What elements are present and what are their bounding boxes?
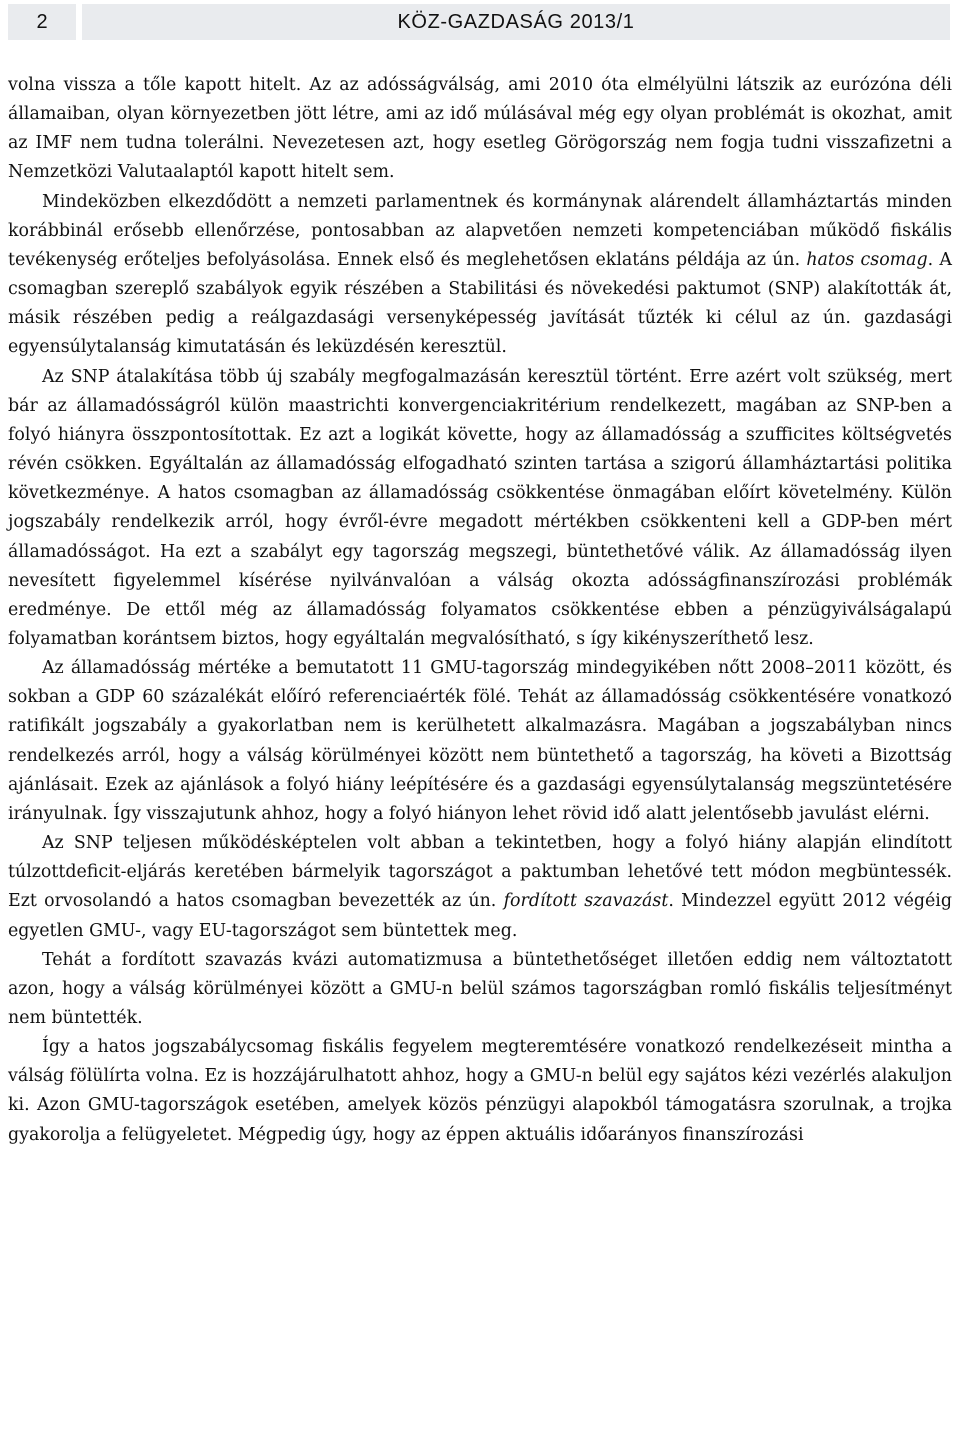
text-segment: Az SNP teljesen működésképtelen volt abban a tekintetben, hogy a folyó hiány alapján elindított túlzottdeficit-eljárás keretében bármelyik tagországot a paktumban lehetővé tett módon megbüntessék. Ezt orvosolandó a hatos csomagban bevezették az ún.	[8, 833, 952, 912]
paragraph	[8, 71, 952, 188]
italic-term: hatos csomag	[806, 249, 928, 270]
paragraph	[8, 363, 952, 655]
paragraph	[8, 946, 952, 1033]
text-segment: Az SNP átalakítása több új szabály megfogalmazásán keresztül történt. Erre azért volt szükség, mert bár az államadósságról külön maastrichti konvergenciakritérium rendelkezett, magában az SNP-ben a folyó hiányra összpontosítottak. Ez azt a logikát követte, hogy az államadósság a szufficites költségvetés révén csökken. Egyáltalán az államadósság elfogadható szinten tartása a szigorú államháztartási politika következménye. A hatos csomagban az államadósság csökkentése önmagában előírt követelmény. Külön jogszabály rendelkezik arról, hogy évről-évre megadott mértékben csökkenteni kell a GDP-ben mért államadósságot. Ha ezt a szabályt egy tagország megszegi, büntethetővé válik. Az államadósság ilyen nevesített figyelemmel kísérése nyilvánvalóan a válság okozta adósságfinanszírozási problémák eredménye. De ettől még az államadósság folyamatos csökkentése ebben a pénzügyiválságalapú folyamatban korántsem biztos, hogy egyáltalán megvalósítható, s így kikényszeríthető lesz.	[8, 366, 952, 649]
journal-title: KÖZ-GAZDASÁG 2013/1	[82, 4, 950, 40]
article-body	[8, 71, 952, 1150]
text-segment: Így a hatos jogszabálycsomag fiskális fegyelem megteremtésére vonatkozó rendelkezéseit mintha a válság fölülírta volna. Ez is hozzájárulhatott ahhoz, hogy a GMU-n belül egy sajátos kézi vezérlés alakuljon ki. Azon GMU-tagországok esetében, amelyek közös pénzügyi alapokból támogatásra szorulnak, a trojka gyakorolja a felügyeletet. Mégpedig úgy, hogy az éppen aktuális időarányos finanszírozási	[8, 1037, 952, 1145]
text-segment: Tehát a fordított szavazás kvázi automatizmusa a büntethetőséget illetően eddig nem változtatott azon, hogy a válság körülményei között a GMU-n belül számos tagországban romló fiskális teljesítményt nem büntették.	[8, 949, 952, 1028]
page-header	[8, 4, 950, 40]
text-segment: . Mindezzel együtt 2012 végéig egyetlen GMU-, vagy EU-tagországot sem büntettek meg.	[8, 891, 952, 941]
paragraph	[8, 829, 952, 946]
text-segment: Az államadósság mértéke a bemutatott 11 GMU-tagország mindegyikében nőtt 2008–2011 között, és sokban a GDP 60 százalékát előíró referenciaérték fölé. Tehát az államadósság csökkentésére vonatkozó ratifikált jogszabály a gyakorlatban nem is kerülhetett alkalmazásra. Magában a jogszabályban nincs rendelkezés arról, hogy a válság körülményei között nem büntethető a tagország, ha követi a Bizottság ajánlásait. Ezek az ajánlások a folyó hiány leépítésére és a gazdasági egyensúlytalanság megszüntetésére irányulnak. Így visszajutunk ahhoz, hogy a folyó hiányon lehet rövid idő alatt jelentősebb javulást elérni.	[8, 658, 952, 824]
page-number: 2	[8, 4, 76, 40]
paragraph	[8, 654, 952, 829]
text-segment: volna vissza a tőle kapott hitelt. Az az adósságválság, ami 2010 óta elmélyülni látszik az eurózóna déli államaiban, olyan környezetben jött létre, ami az idő múlásával még egy olyan problémát is okozhat, amit az IMF nem tudna tolerálni. Nevezetesen azt, hogy esetleg Görögország nem fogja tudni visszafizetni a Nemzetközi Valutaalaptól kapott hitelt sem.	[8, 75, 952, 183]
text-segment: Mindeközben elkezdődött a nemzeti parlamentnek és kormánynak alárendelt államháztartás minden korábbinál erősebb ellenőrzése, pontosabban az alapvetően nemzeti kompetenciában működő fiskális tevékenység erőteljes befolyásolása. Ennek első és meglehetősen eklatáns példája az ún.	[8, 191, 952, 270]
text-segment: . A csomagban szereplő szabályok egyik részében a Stabilitási és növekedési paktumot (SNP) alakították át, másik részében pedig a reálgazdasági versenyképesség javítását tűzték ki célul az ún. gazdasági egyensúlytalanság kimutatásán és leküzdésén keresztül.	[8, 249, 952, 358]
paragraph	[8, 1033, 952, 1150]
paragraph	[8, 188, 952, 363]
italic-term: fordított szavazást	[503, 891, 669, 912]
